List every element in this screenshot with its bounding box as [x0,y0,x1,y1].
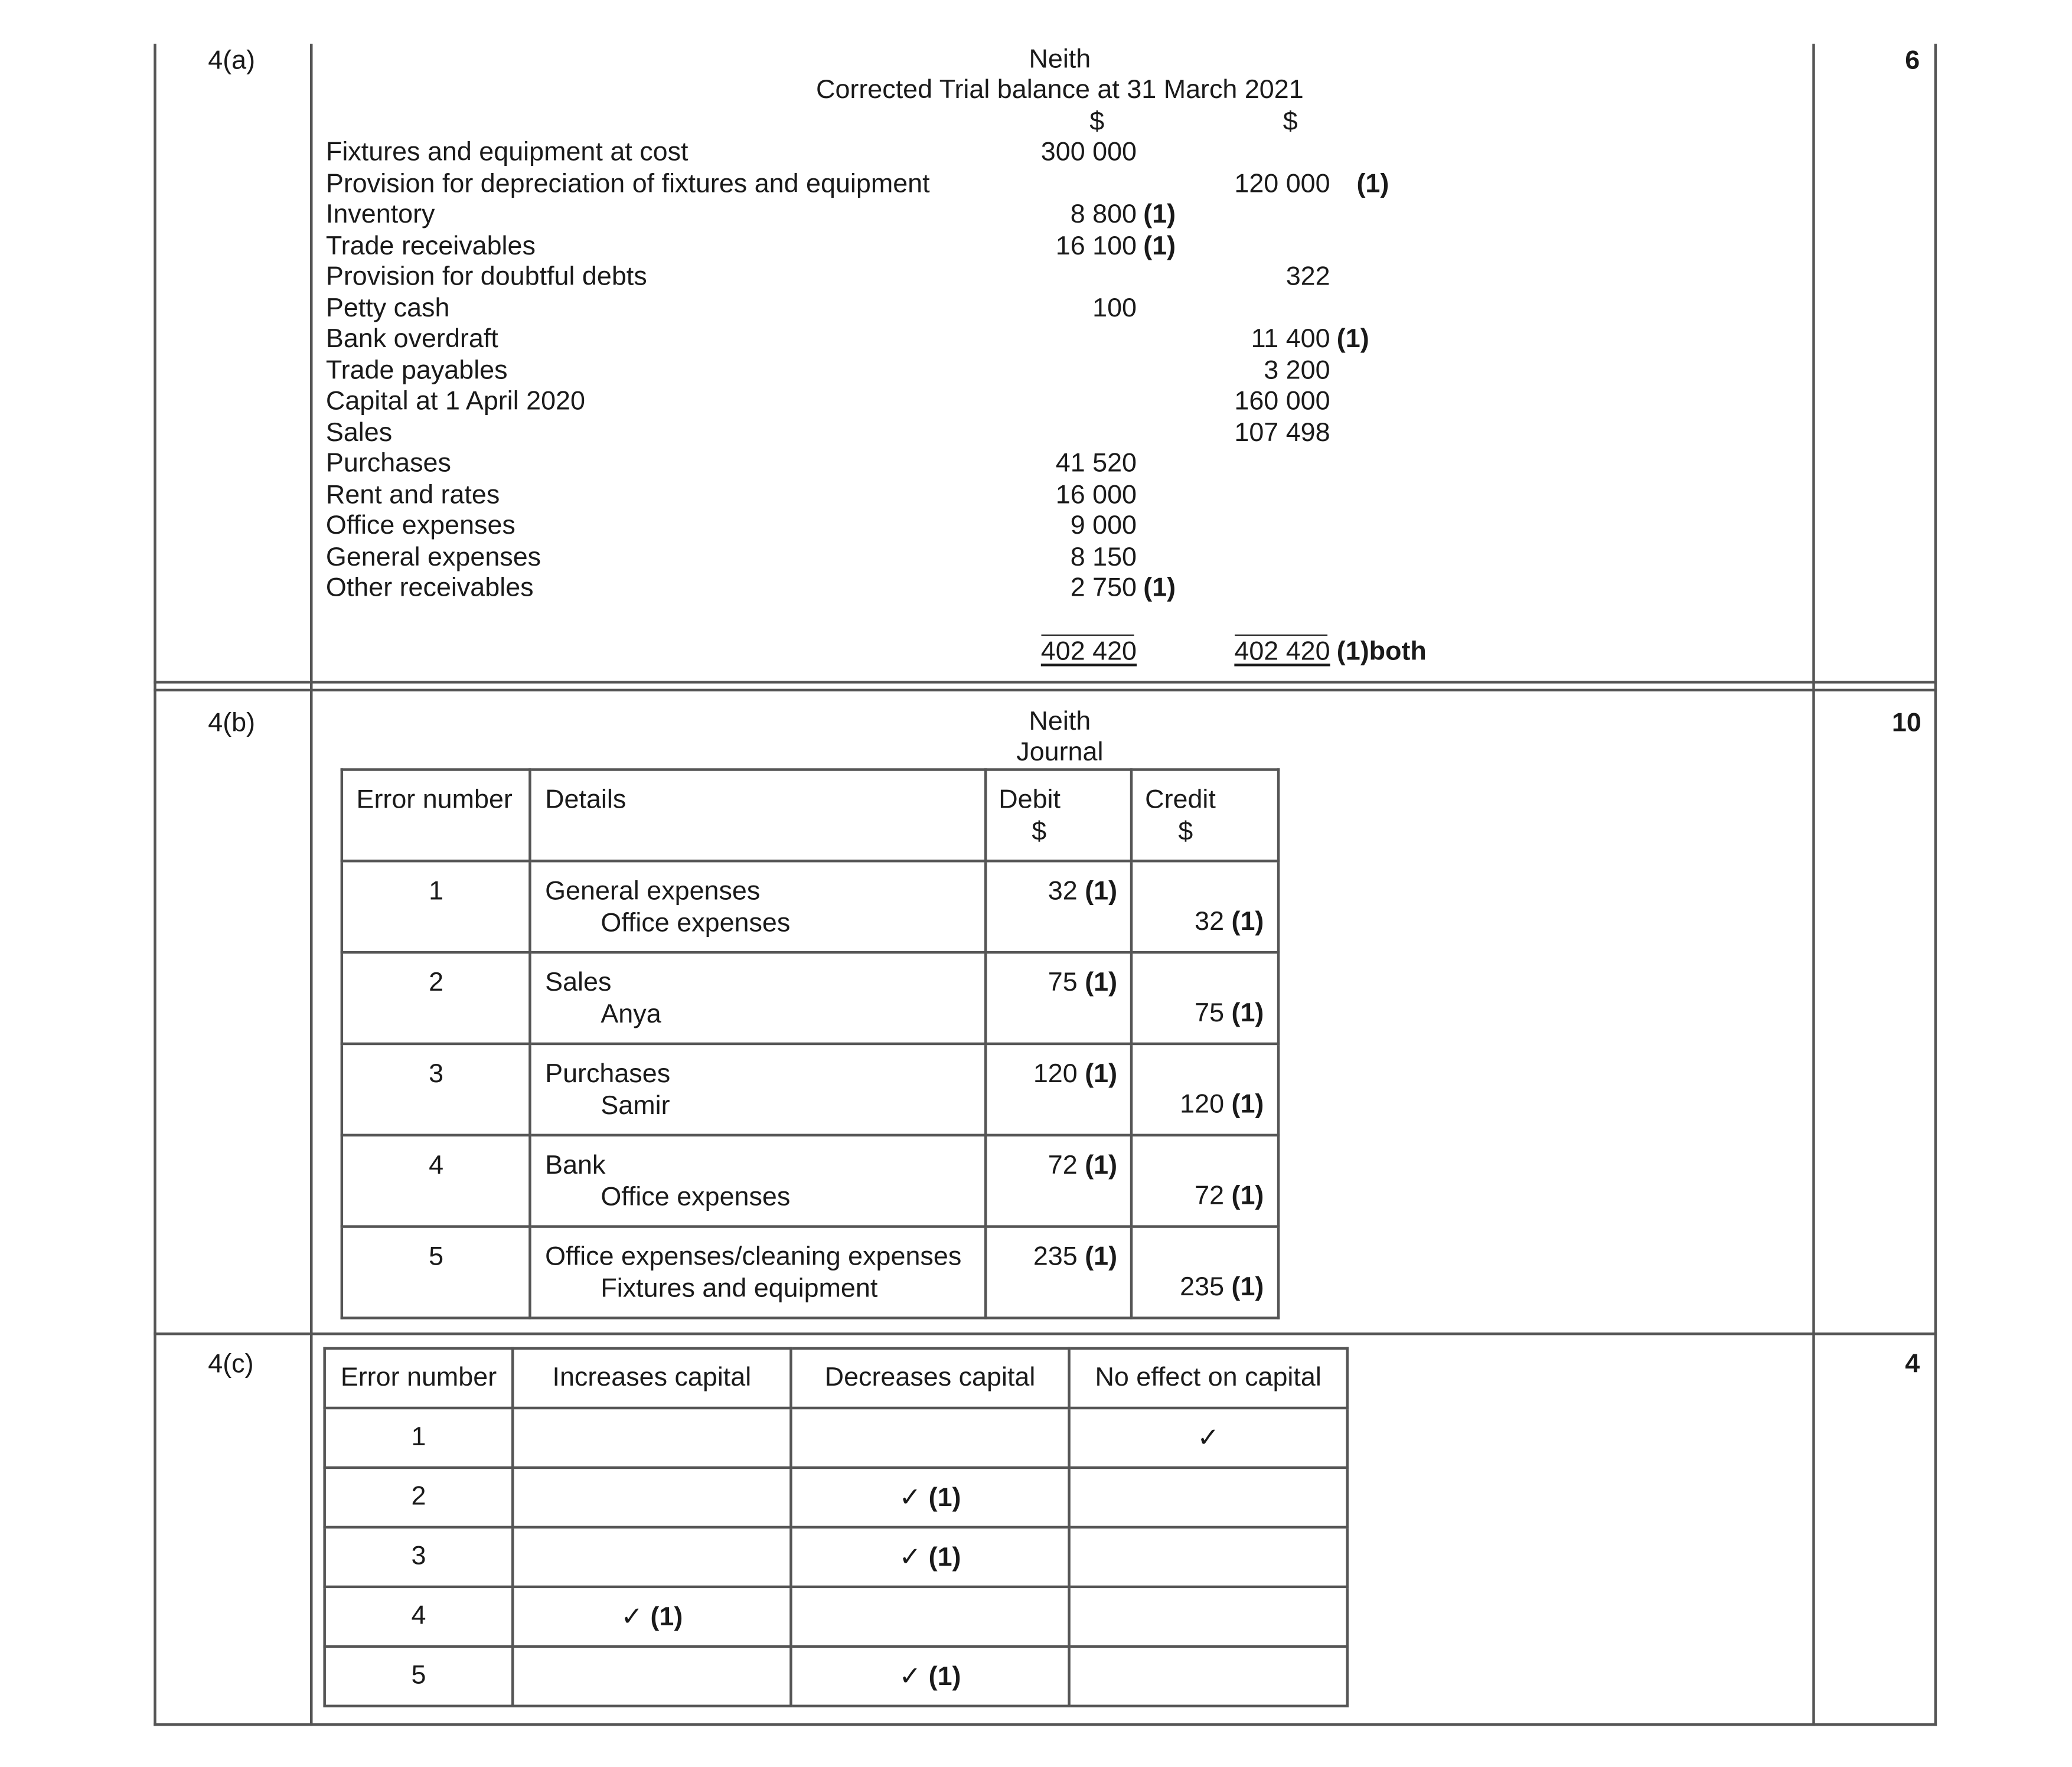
capital-row [325,1587,1347,1647]
journal-credit-amount: 120 [1180,1090,1225,1119]
marks-4c: 4 [1905,1350,1920,1379]
trial-balance-debit-value: 9 000 [1070,511,1137,541]
capital-decreases-cell [791,1647,1069,1706]
capital-no-effect-cell-value: ✓ [1197,1423,1219,1454]
trial-balance-credit-mark: (1) [1336,324,1369,354]
journal-credit-mark: (1) [1231,1090,1264,1119]
trial-balance-row-label: Provision for doubtful debts [325,262,647,292]
capital-row [325,1408,1347,1468]
journal-credit-account: Office expenses [601,1182,791,1211]
trial-balance-credit-value: 11 400 [1251,324,1330,354]
journal-header-details: Details [545,785,627,815]
journal-row [342,1227,1278,1318]
frame-bottom [154,1723,1937,1726]
trial-balance-row-label: Petty cash [325,293,450,323]
journal-credit-amount: 32 [1195,907,1225,937]
trial-balance-credit-value: 322 [1285,262,1330,292]
capital-row [325,1527,1347,1587]
total-mark: (1)both [1336,637,1427,667]
trial-balance-credit-value: 120 000 [1234,169,1330,198]
journal-header-error-number: Error number [356,785,513,815]
capital-error-number: 1 [325,1408,513,1468]
trial-balance-debit-mark: (1) [1143,200,1176,230]
journal-debit-amount: 72 [1048,1151,1078,1181]
journal-subtitle: Journal [1016,737,1104,767]
marks-4b: 10 [1891,708,1921,738]
trial-balance-title: Neith [1029,45,1091,74]
journal-header-debit: Debit [999,785,1061,815]
journal-credit-mark: (1) [1231,998,1264,1028]
trial-balance-row-label: Rent and rates [325,480,500,509]
journal-credit-account: Office expenses [601,907,791,938]
capital-no-effect-cell [1069,1587,1347,1647]
journal-error-number: 3 [429,1059,444,1089]
capital-decreases-cell [791,1408,1069,1468]
question-label-4c: 4(c) [208,1350,254,1379]
capital-decreases-cell [791,1468,1069,1527]
debit-total: 402 420 [1040,637,1137,667]
frame-right [1934,44,1937,1726]
trial-balance-credit-value: 3 200 [1264,355,1330,385]
capital-no-effect-cell [1069,1527,1347,1587]
trial-balance-row-label: Capital at 1 April 2020 [325,387,585,416]
journal-header-row [342,770,1278,861]
capital-increases-cell [513,1408,791,1468]
trial-balance-row-label: Trade payables [325,355,508,385]
journal-debit-account: Office expenses/cleaning expenses [545,1242,962,1272]
capital-increases-cell [513,1647,791,1706]
journal-debit-mark: (1) [1085,1151,1118,1181]
trial-balance-debit-value: 41 520 [1055,449,1137,478]
frame-left [154,44,156,1726]
capital-decreases-cell [791,1527,1069,1587]
trial-balance-row-label: General expenses [325,542,541,572]
capital-header-decreases: Decreases capital [791,1348,1069,1408]
journal-credit-mark: (1) [1231,907,1264,937]
journal-error-number: 2 [429,968,444,998]
trial-balance-row-label: Provision for depreciation of fixtures and equipment [325,169,930,198]
journal-debit-amount: 32 [1048,877,1078,906]
trial-balance-debit-value: 300 000 [1040,138,1137,167]
question-label-4a: 4(a) [208,46,256,76]
marks-4a: 6 [1905,46,1920,76]
trial-balance-row-label: Sales [325,417,393,448]
credit-total: 402 420 [1234,637,1330,667]
capital-header-increases: Increases capital [513,1348,791,1408]
capital-decreases-cell [791,1587,1069,1647]
capital-decreases-cell-value: ✓ (1) [899,1662,961,1692]
trial-balance-debit-value: 100 [1092,293,1137,323]
capital-increases-cell [513,1468,791,1527]
trial-balance-debit-value: 2 750 [1070,573,1137,603]
trial-balance-debit-value: 16 100 [1055,231,1137,260]
journal-debit-mark: (1) [1085,1059,1118,1089]
capital-no-effect-cell [1069,1468,1347,1527]
journal-credit-amount: 72 [1195,1181,1225,1211]
credit-column-heading: $ [1283,107,1298,137]
credit-total-rule [1235,635,1327,636]
frame-divider-2 [1812,44,1815,1726]
capital-effect-table [323,1347,1349,1707]
trial-balance-debit-mark: (1) [1143,573,1176,603]
frame-divider-1 [310,44,312,1726]
journal-credit-account: Anya [601,999,661,1029]
capital-increases-cell [513,1527,791,1587]
journal-credit-mark: (1) [1231,1273,1264,1302]
trial-balance-row-label: Purchases [325,449,451,478]
capital-decreases-cell-value: ✓ (1) [899,1483,961,1513]
trial-balance-debit-value: 16 000 [1055,480,1137,509]
journal-error-number: 1 [429,877,444,906]
capital-increases-cell [513,1587,791,1647]
journal-credit-amount: 235 [1180,1273,1225,1302]
journal-debit-account: Bank [545,1151,606,1181]
trial-balance-credit-mark: (1) [1356,169,1389,198]
capital-header-error-number: Error number [325,1348,513,1408]
journal-credit-account: Fixtures and equipment [601,1273,878,1303]
capital-no-effect-cell [1069,1408,1347,1468]
journal-debit-mark: (1) [1085,968,1118,998]
capital-increases-cell-value: ✓ (1) [621,1602,683,1632]
trial-balance-row-label: Fixtures and equipment at cost [325,138,689,167]
journal-table [341,768,1280,1319]
journal-debit-amount: 75 [1048,968,1078,998]
capital-error-number: 2 [325,1468,513,1527]
capital-header-row [325,1348,1347,1408]
trial-balance-row-label: Office expenses [325,511,515,541]
journal-header-credit-unit: $ [1178,816,1193,846]
trial-balance-debit-value: 8 800 [1070,200,1137,230]
question-label-4b: 4(b) [208,708,256,738]
journal-row [342,1044,1278,1135]
capital-row [325,1647,1347,1706]
frame-sep-a-b-1 [154,681,1937,683]
journal-title: Neith [1029,707,1091,737]
capital-error-number: 5 [325,1647,513,1706]
trial-balance-row-label: Trade receivables [325,231,536,260]
trial-balance-debit-mark: (1) [1143,231,1176,260]
journal-error-number: 5 [429,1242,444,1272]
journal-debit-account: General expenses [545,877,761,906]
journal-debit-amount: 235 [1033,1242,1078,1272]
capital-row [325,1468,1347,1527]
journal-debit-account: Purchases [545,1059,671,1089]
journal-header-credit: Credit [1145,785,1216,815]
journal-credit-account: Samir [601,1090,670,1120]
trial-balance-credit-value: 160 000 [1234,387,1330,416]
journal-credit-amount: 75 [1195,998,1225,1028]
trial-balance-debit-value: 8 150 [1070,542,1137,572]
capital-decreases-cell-value: ✓ (1) [899,1543,961,1573]
debit-total-rule [1041,635,1134,636]
capital-header-no-effect: No effect on capital [1069,1348,1347,1408]
capital-error-number: 4 [325,1587,513,1647]
capital-no-effect-cell [1069,1647,1347,1706]
trial-balance-subtitle: Corrected Trial balance at 31 March 2021 [816,75,1304,105]
journal-row [342,952,1278,1044]
frame-sep-b-c [154,1332,1937,1335]
debit-column-heading: $ [1089,107,1105,137]
journal-error-number: 4 [429,1151,444,1181]
trial-balance-credit-value: 107 498 [1234,417,1330,448]
capital-error-number: 3 [325,1527,513,1587]
trial-balance-row-label: Other receivables [325,573,534,603]
journal-debit-mark: (1) [1085,877,1118,906]
journal-debit-amount: 120 [1033,1059,1078,1089]
journal-debit-account: Sales [545,968,612,998]
trial-balance-row-label: Inventory [325,200,435,230]
trial-balance-row-label: Bank overdraft [325,324,498,354]
journal-row [342,861,1278,952]
journal-row [342,1135,1278,1227]
journal-debit-mark: (1) [1085,1242,1118,1272]
journal-header-debit-unit: $ [1032,816,1047,846]
journal-credit-mark: (1) [1231,1181,1264,1211]
frame-sep-a-b-2 [154,689,1937,691]
